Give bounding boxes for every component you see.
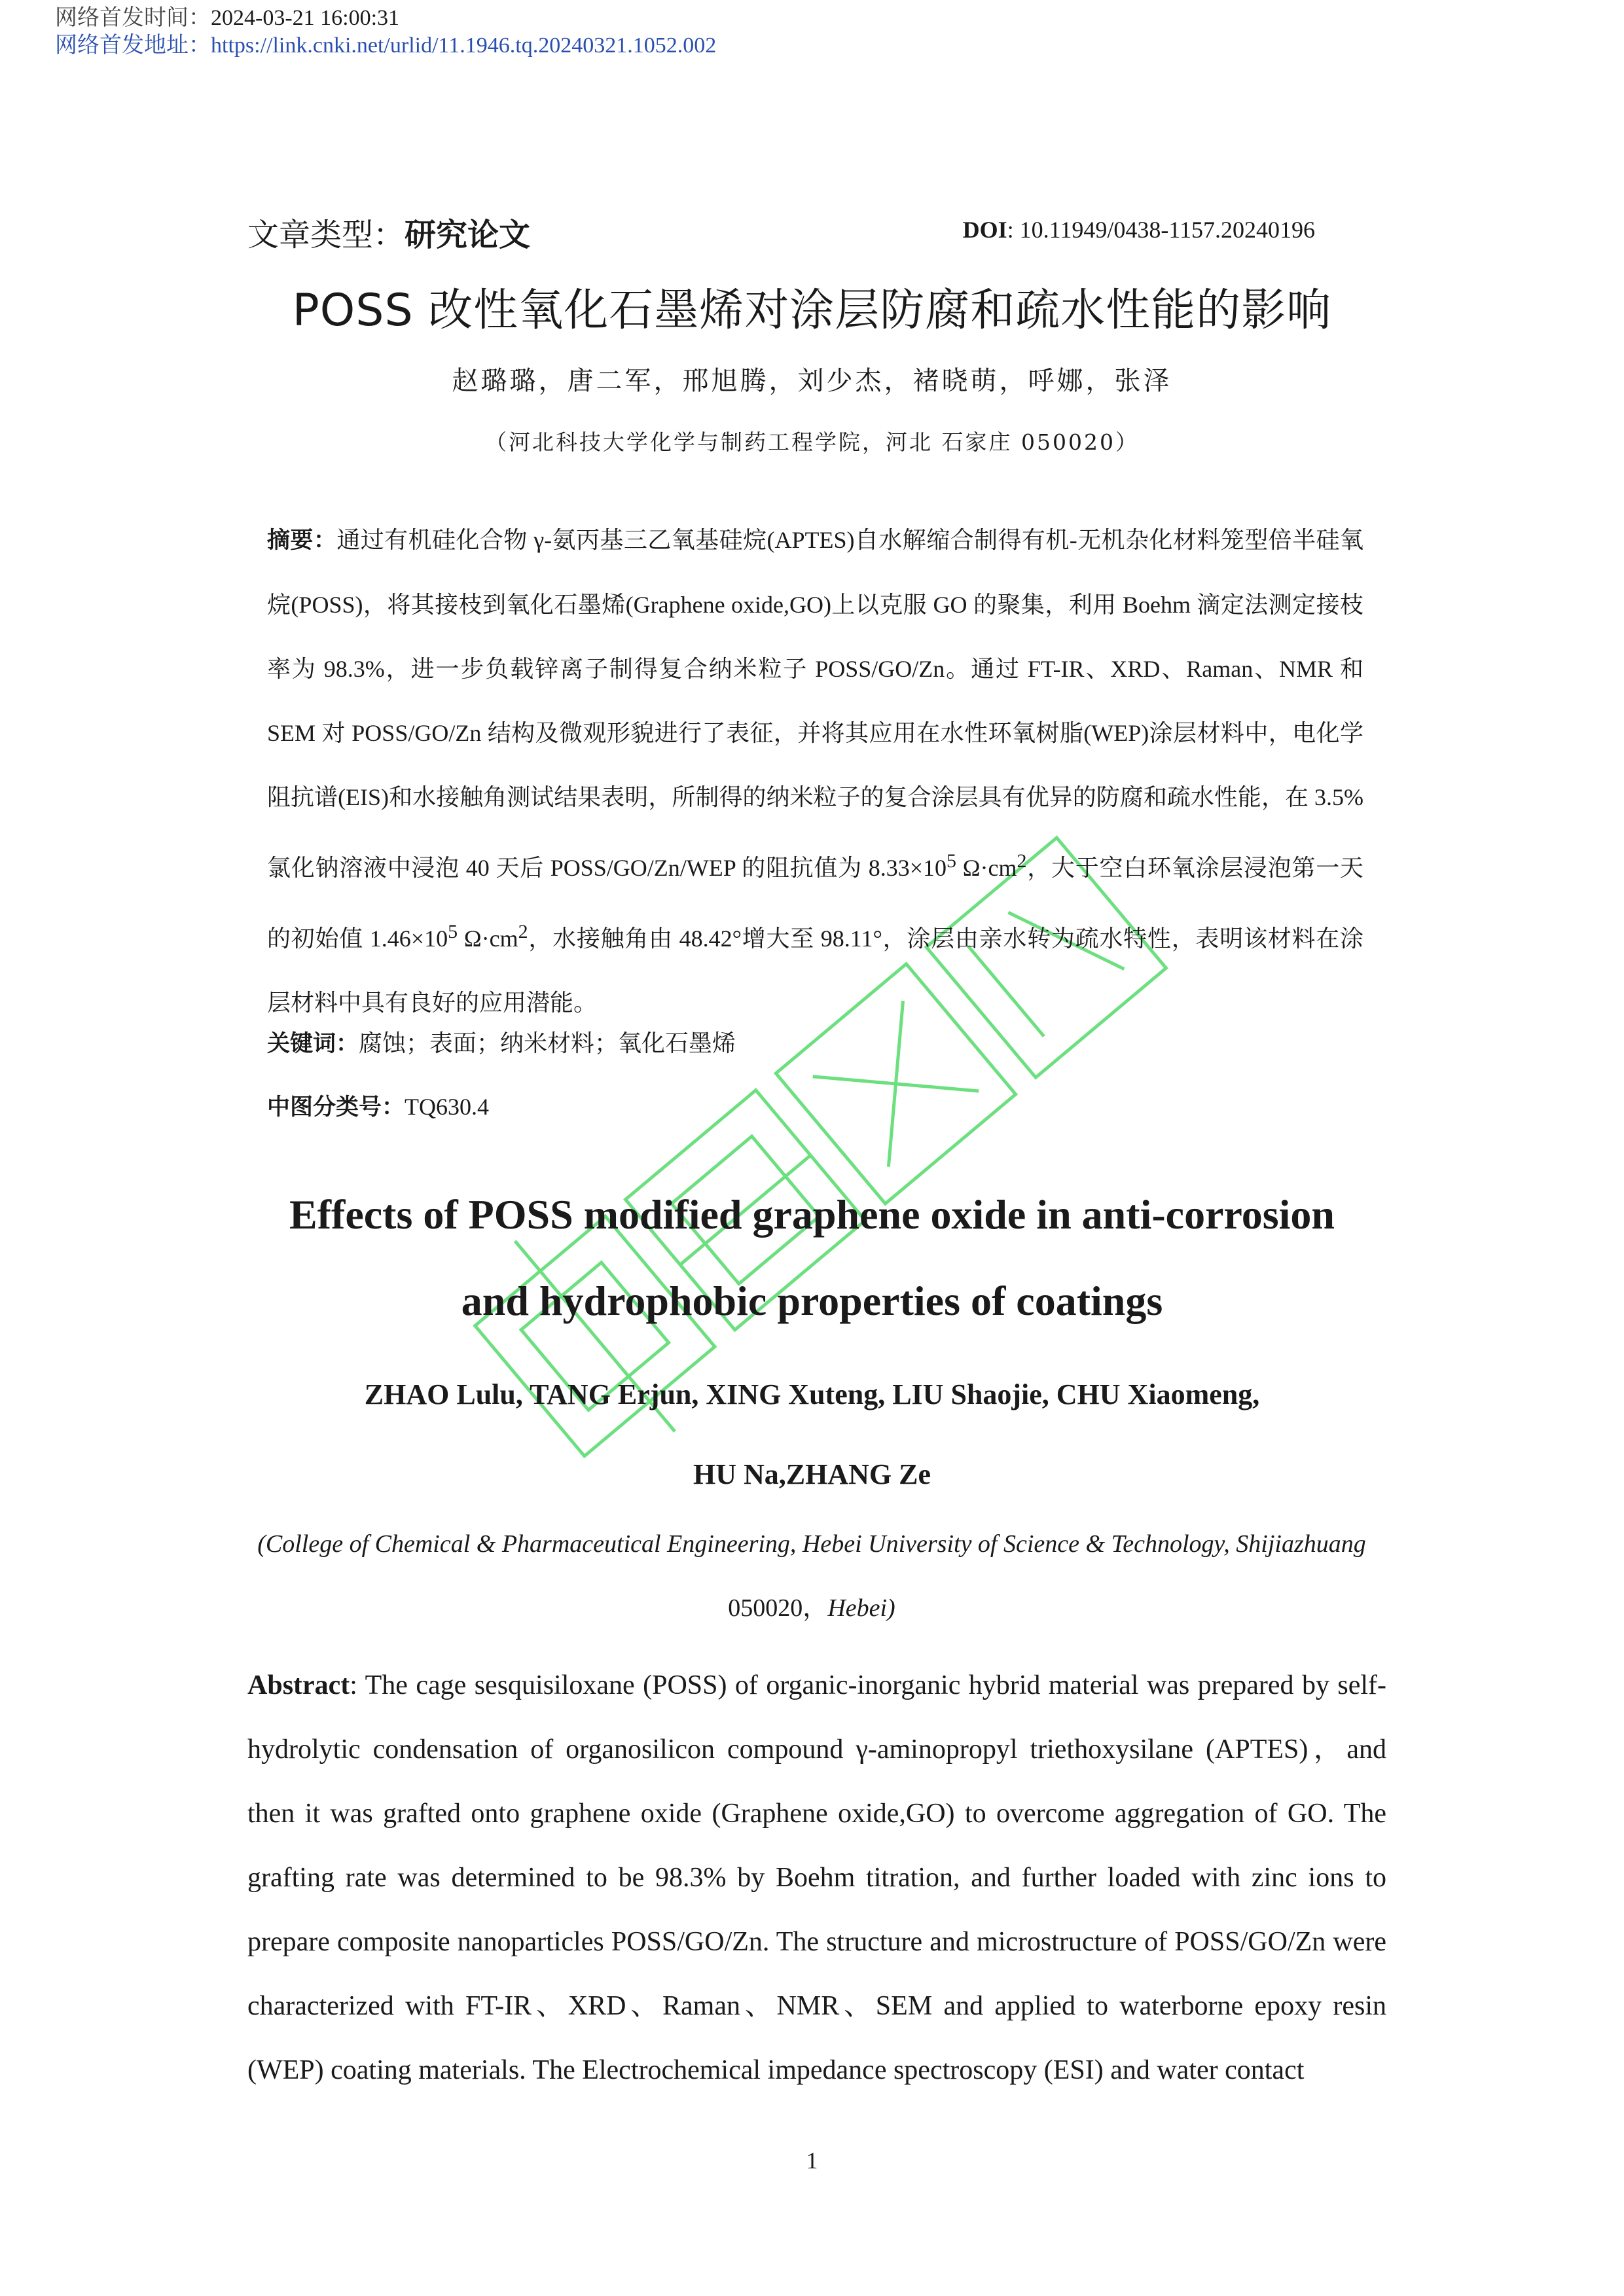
cn-abstract-text-2: Ω·cm [956,855,1017,881]
en-abstract-label: Abstract [247,1670,350,1700]
cn-abstract [267,508,1363,1035]
cn-abstract-text-4: Ω·cm [458,925,518,952]
cn-title: POSS 改性氧化石墨烯对涂层防腐和疏水性能的影响 [292,285,1332,336]
doi-label: DOI [962,217,1007,243]
en-affiliation-city: Hebei) [827,1594,895,1622]
online-pub-url [55,33,716,59]
article-type-value: 研究论文 [405,217,531,253]
doi-value: : 10.11949/0438-1157.20240196 [1007,217,1315,243]
page-number: 1 [806,2147,818,2174]
pub-url-label: 网络首发地址： [55,33,211,58]
cn-authors: 赵璐璐，唐二军，邢旭腾，刘少杰，褚晓萌，呼娜，张泽 [452,366,1172,396]
en-title-line-2: and hydrophobic properties of coatings [461,1278,1163,1324]
cn-abstract-text-5: ，水接触角由 48.42°增大至 98.11°，涂层由亲水转为疏水特性，表明该材料在涂层材料中具有良好的应用潜能。 [267,925,1363,1016]
pub-url-link[interactable]: https://link.cnki.net/urlid/11.1946.tq.20240321.1052.002 [211,33,717,58]
cn-keywords [267,1025,736,1058]
cn-clc [267,1089,489,1122]
pub-time-value: 2024-03-21 16:00:31 [211,6,400,30]
en-abstract [247,1653,1386,2102]
en-affiliation-line-2 [249,1576,1375,1640]
pub-time-label: 网络首发时间： [55,6,211,30]
en-authors [0,1355,1624,1515]
en-abstract-text: : The cage sesquisiloxane (POSS) of organic-inorganic hybrid material was prepared by self-hydrolytic condensation of organosilicon compound γ-aminopropyl triethoxysilane (APTES)，and then it was grafted onto graphene oxide (Graphene oxide,GO) to overcome aggregation of GO. The grafting rate was determined to be 98.3% by Boehm titration, and further loaded with zinc ions to prepare composite nanoparticles POSS/GO/Zn. The structure and microstructure of POSS/GO/Zn were characterized with FT-IR、XRD、Raman、NMR、SEM and applied to waterborne epoxy resin (WEP) coating materials. The Electrochemical impedance spectroscopy (ESI) and water contact [247,1670,1386,2085]
cn-abstract-sup-1: 5 [947,850,957,872]
en-title-line-1: Effects of POSS modified graphene oxide in anti-corrosion [289,1191,1335,1238]
en-title [0,1172,1624,1344]
doi [963,216,1315,243]
cn-abstract-sup-4: 2 [518,921,528,942]
cn-keywords-value: 腐蚀；表面；纳米材料；氧化石墨烯 [359,1030,736,1056]
online-pub-time [55,5,399,31]
en-affiliation-postcode: 050020， [728,1594,828,1622]
en-affiliation-line-1: (College of Chemical & Pharmaceutical Engineering, Hebei University of Science & Technology, Shijiazhuang [257,1530,1366,1558]
en-affiliation [249,1512,1375,1640]
cn-clc-label: 中图分类号： [267,1094,405,1121]
cn-abstract-sup-2: 2 [1017,850,1027,872]
cn-affiliation: （河北科技大学化学与制药工程学院，河北 石家庄 050020） [485,429,1139,455]
en-authors-line-1: ZHAO Lulu, TANG Erjun, XING Xuteng, LIU Shaojie, CHU Xiaomeng, [364,1378,1260,1410]
en-authors-line-2: HU Na,ZHANG Ze [693,1458,931,1490]
cn-abstract-text-1: 通过有机硅化合物 γ-氨丙基三乙氧基硅烷(APTES)自水解缩合制得有机-无机杂化材料笼型倍半硅氧烷(POSS)，将其接枝到氧化石墨烯(Graphene oxide,GO)上以克服 GO 的聚集，利用 Boehm 滴定法测定接枝率为 98.3%，进一步负载锌离子制得复合纳米粒子 POSS/GO/Zn。通过 FT-IR、XRD、Raman、NMR 和 SEM 对 POSS/GO/Zn 结构及微观形貌进行了表征，并将其应用在水性环氧树脂(WEP)涂层材料中，电化学阻抗谱(EIS)和水接触角测试结果表明，所制得的纳米粒子的复合涂层具有优异的防腐和疏水性能，在 3.5%氯化钠溶液中浸泡 40 天后 POSS/GO/Zn/WEP 的阻抗值为 8.33×10 [267,527,1363,881]
cn-clc-value: TQ630.4 [405,1094,490,1120]
cn-keywords-label: 关键词： [267,1031,359,1057]
cn-abstract-label: 摘要： [267,528,337,554]
cn-abstract-sup-3: 5 [448,921,458,942]
cn-abstract-text-3: ，大于空白环氧涂层浸泡第一天的初始值 1.46×10 [267,855,1363,952]
article-type [247,209,530,255]
article-type-label: 文章类型： [247,217,405,253]
